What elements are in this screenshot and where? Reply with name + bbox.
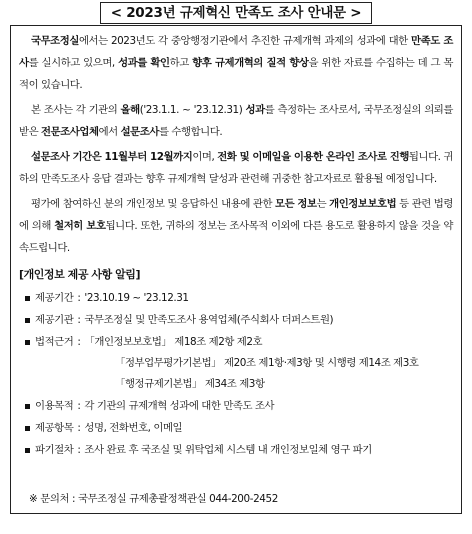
notice-box <box>10 25 462 514</box>
body-text: 평가에 참여하신 분의 개인정보 및 응답하신 내용에 관한 <box>31 198 275 210</box>
emphasis-text: 설문조사 <box>120 126 159 138</box>
privacy-item-label: 파기절차 <box>35 444 74 456</box>
notice-paragraph <box>19 99 453 143</box>
emphasis-text: 성과를 확인 <box>118 57 170 69</box>
emphasis-text: 전문조사업체 <box>41 126 99 138</box>
body-text: 에서 <box>98 126 121 138</box>
notice-paragraph <box>19 193 453 259</box>
colon-separator: : <box>77 422 81 434</box>
emphasis-text: 올해 <box>120 104 140 116</box>
emphasis-text: 전화 및 이메일을 이용한 온라인 조사로 진행 <box>217 151 409 163</box>
privacy-item-label: 제공기간 <box>35 292 74 304</box>
notice-paragraph <box>19 30 453 96</box>
square-bullet-icon <box>19 417 35 439</box>
privacy-item-extra: 「정부업무평가기본법」 제20조 제1항·제3항 및 시행령 제14조 제3호 <box>115 357 419 369</box>
privacy-item <box>19 287 453 309</box>
square-bullet-icon <box>19 287 35 309</box>
body-text: 등 관련 법령에 의해 <box>19 198 453 232</box>
square-bullet-icon <box>19 309 35 331</box>
privacy-item-value: 각 기관의 규제개혁 성과에 대한 만족도 조사 <box>84 400 275 412</box>
title-area <box>0 2 472 24</box>
privacy-item-value: 성명, 전화번호, 이메일 <box>84 422 183 434</box>
contact-line: ※ 문의처 : 국무조정실 규제총괄정책관실 044-200-2452 <box>29 493 278 505</box>
privacy-item-value: 「개인정보보호법」 제18조 제2항 제2호 <box>84 336 263 348</box>
privacy-item-value: 조사 완료 후 국조실 및 위탁업체 시스템 내 개인정보일체 영구 파기 <box>84 444 372 456</box>
paragraph-group <box>19 30 453 259</box>
emphasis-text: 철저히 보호 <box>54 220 106 232</box>
emphasis-text: 개인정보보호법 <box>329 198 397 210</box>
privacy-item <box>19 395 453 417</box>
privacy-item-label: 이용목적 <box>35 400 74 412</box>
notice-paragraph <box>19 146 453 190</box>
body-text: 하고 <box>169 57 193 69</box>
privacy-item <box>19 331 453 395</box>
privacy-item-value: '23.10.19 ~ '23.12.31 <box>84 292 189 304</box>
colon-separator: : <box>77 444 81 456</box>
body-text: ('23.1.1. ~ '23.12.31) <box>139 104 246 116</box>
privacy-item-value: 국무조정실 및 만족도조사 용역업체(주식회사 더퍼스트원) <box>84 314 334 326</box>
emphasis-text: 국무조정실 <box>31 35 79 47</box>
privacy-item-label: 법적근거 <box>35 336 74 348</box>
body-text: 을 위한 자료를 수집하는 데 그 목적이 있습니다. <box>19 57 453 91</box>
privacy-item <box>19 417 453 439</box>
emphasis-text: 모든 정보 <box>274 198 317 210</box>
colon-separator: : <box>77 336 81 348</box>
notice-title: < 2023년 규제혁신 만족도 조사 안내문 > <box>100 2 372 24</box>
privacy-item <box>19 439 453 461</box>
body-text: 를 측정하는 조사로서, 국무조정실의 의뢰를 받은 <box>19 104 453 138</box>
body-text: 를 수행합니다. <box>158 126 223 138</box>
body-text: 본 조사는 각 기관의 <box>31 104 121 116</box>
body-text: 는 <box>316 198 330 210</box>
privacy-item-extra: 「행정규제기본법」 제34조 제3항 <box>115 378 265 390</box>
emphasis-text: 만족도 조사 <box>19 35 453 69</box>
square-bullet-icon <box>19 331 35 353</box>
body-text: 를 실시하고 있으며, <box>28 57 119 69</box>
privacy-item <box>19 309 453 331</box>
privacy-info-list <box>19 287 453 461</box>
body-text: 이며, <box>192 151 218 163</box>
privacy-item-label: 제공기관 <box>35 314 74 326</box>
emphasis-text: 성과 <box>245 104 265 116</box>
privacy-item-label: 제공항목 <box>35 422 74 434</box>
emphasis-text: 설문조사 기간은 11월부터 12월까지 <box>31 151 193 163</box>
body-text: 됩니다. 귀하의 만족도조사 응답 결과는 향후 규제개혁 달성과 관련해 귀중한 참고자료로 활용될 예정입니다. <box>19 151 453 185</box>
colon-separator: : <box>77 314 81 326</box>
colon-separator: : <box>77 292 81 304</box>
colon-separator: : <box>77 400 81 412</box>
square-bullet-icon <box>19 439 35 461</box>
square-bullet-icon <box>19 395 35 417</box>
body-text: 에서는 2023년도 각 중앙행정기관에서 추진한 규제개혁 과제의 성과에 대한 <box>78 35 412 47</box>
emphasis-text: 향후 규제개혁의 질적 향상 <box>192 57 309 69</box>
body-text: 됩니다. 또한, 귀하의 정보는 조사목적 이외에 다른 용도로 활용하지 않을 것을 약속드립니다. <box>19 220 454 254</box>
privacy-heading: [개인정보 제공 사항 알림] <box>19 268 141 281</box>
